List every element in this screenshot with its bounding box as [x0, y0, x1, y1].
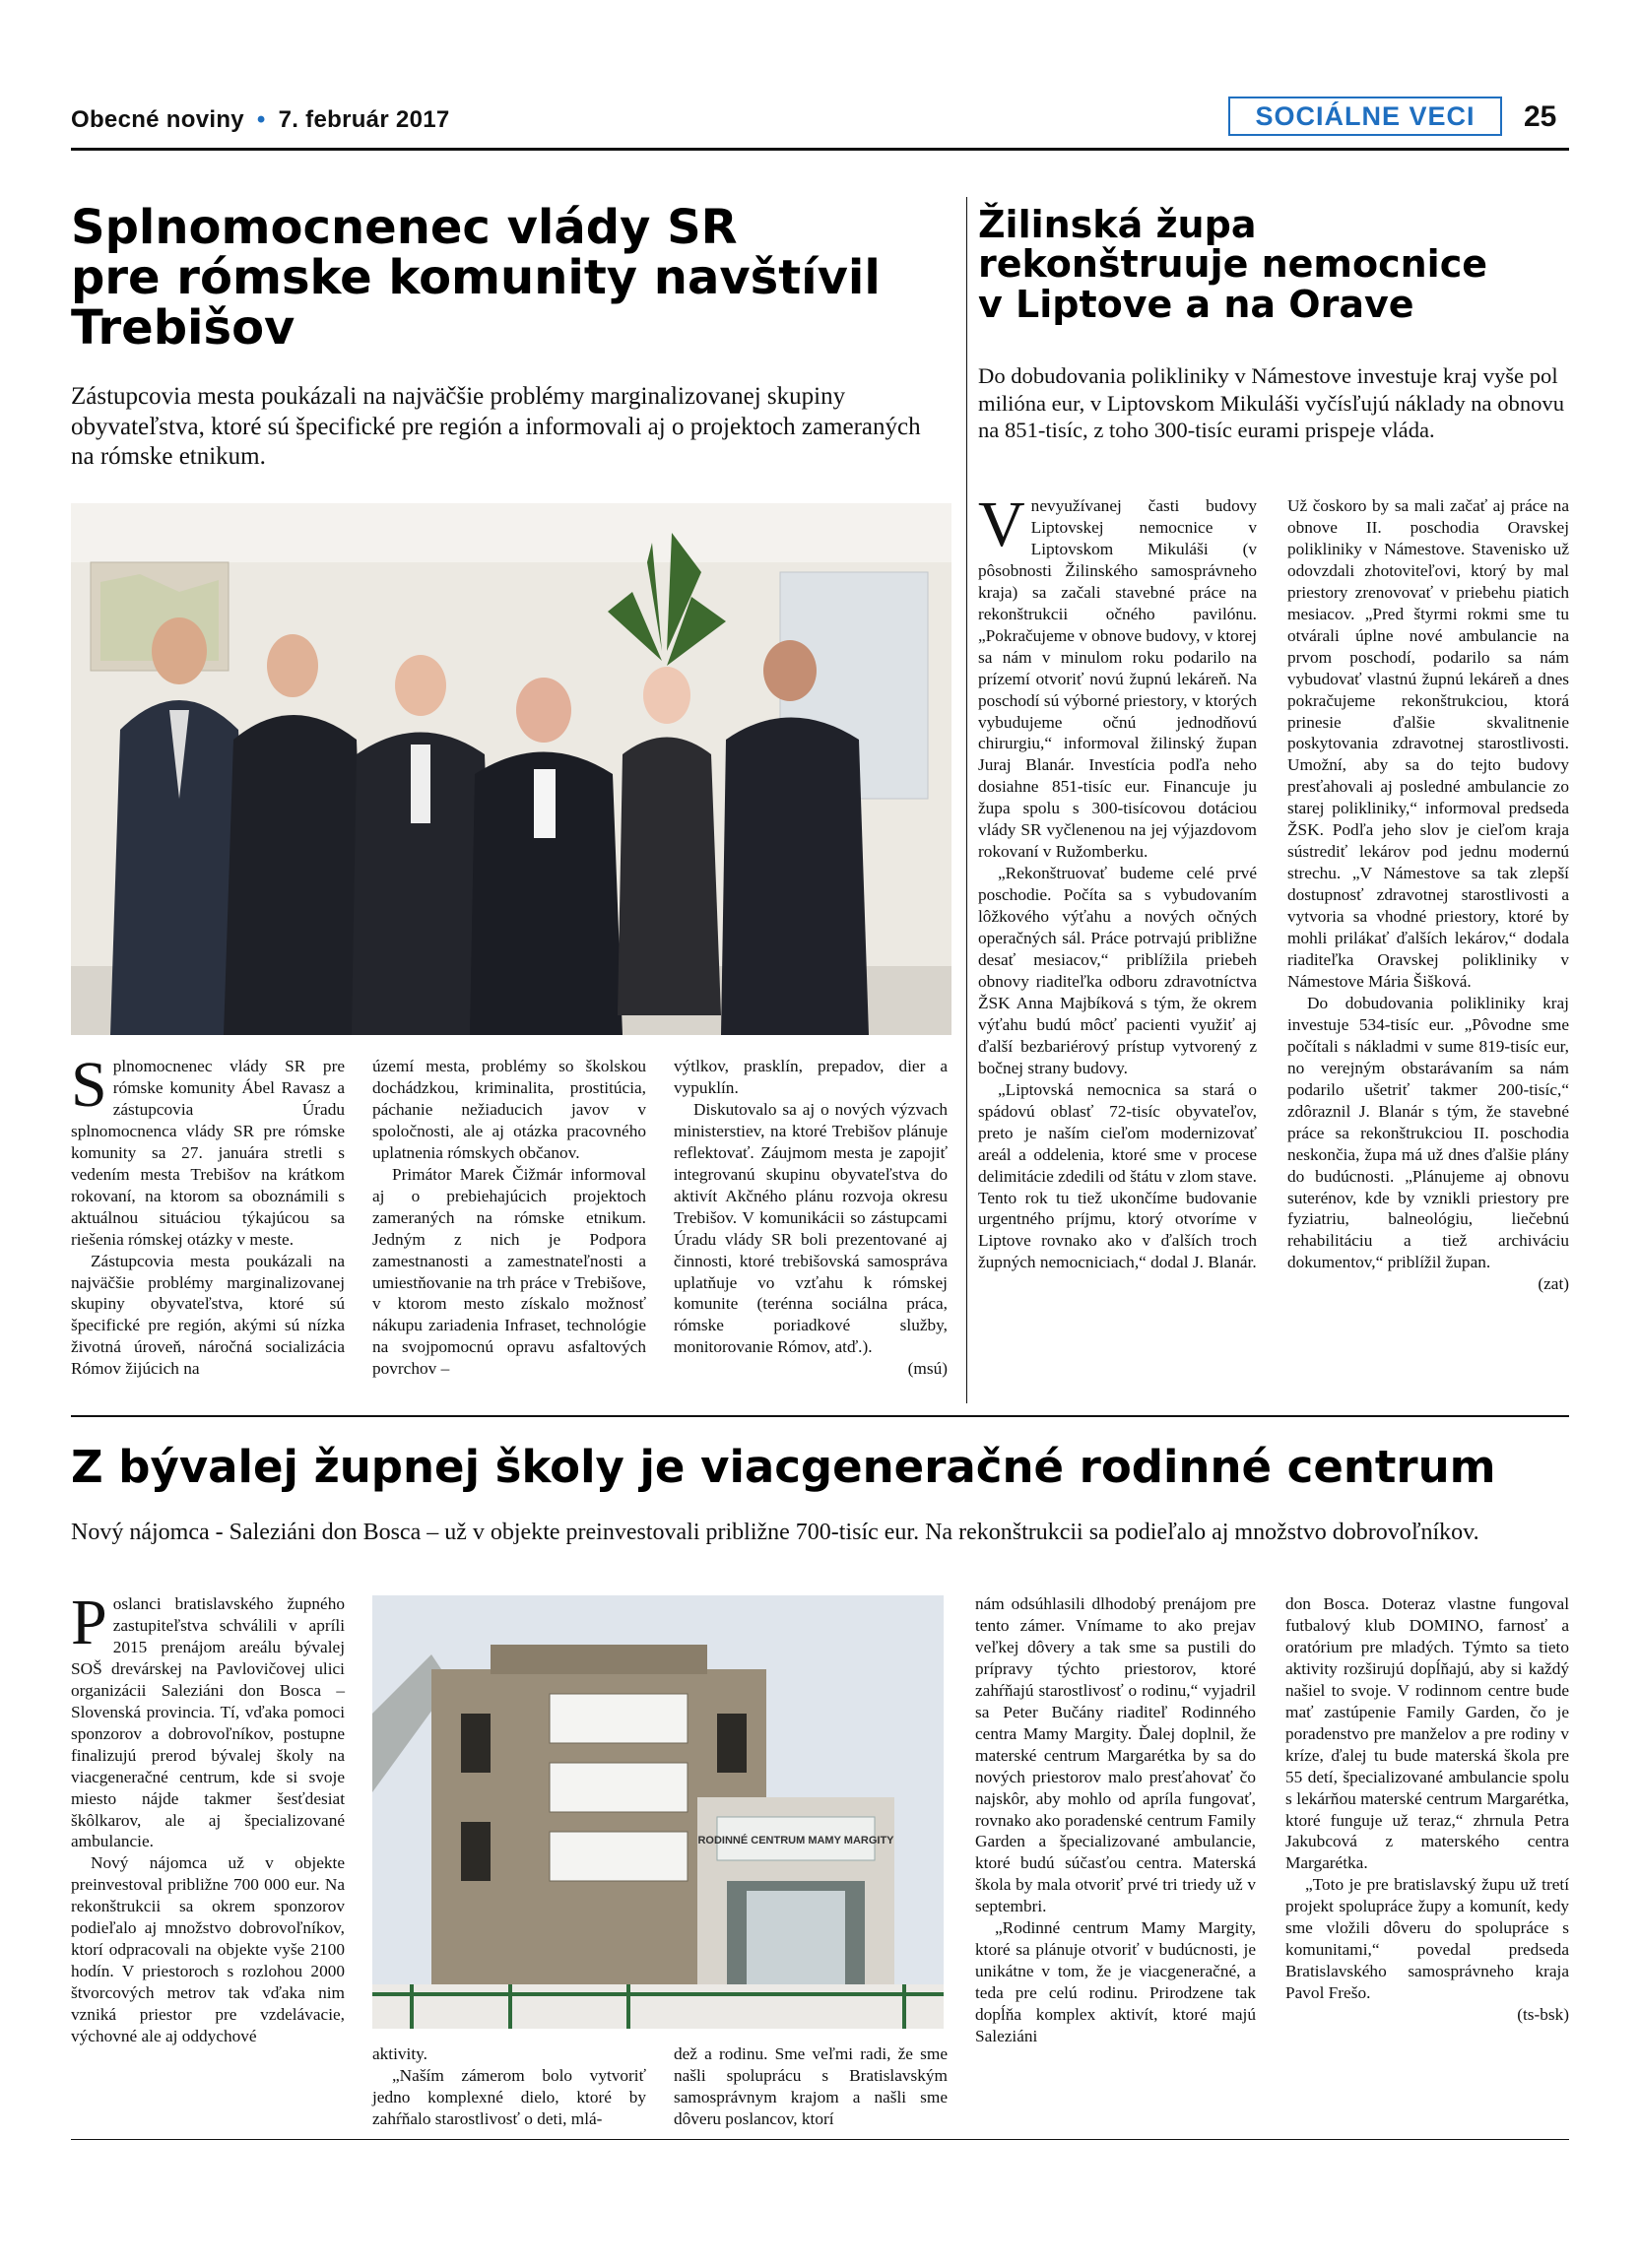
paragraph: „Naším zámerom bolo vytvoriť jedno komplexné dielo, ktoré by zahŕňalo starostlivosť o deti, mlá-	[372, 2065, 646, 2128]
article3-signature: (ts-bsk)	[1517, 2005, 1569, 2025]
paragraph: území mesta, problémy so školskou dochádzkou, kriminalita, prostitúcia, páchanie nežiaducich javov v spoločnosti, ale aj otázka pracovného uplatnenia rómskych občanov.	[372, 1057, 646, 1162]
article1-headline-line: Splnomocnenec vlády SR	[71, 200, 738, 255]
paragraph: „Rekonštruovať budeme celé prvé poschodie. Počíta sa s vybudovaním lôžkového výťahu a nových očných operačných sál. Práce potrvajú približne desať mesiacov,“ priblížila priebeh obnovy riaditeľka odboru zdravotníctva ŽSK Anna Majbíková s tým, že okrem výťahu budú môcť pacienti využiť aj ďalší bezbariérový prístup vytvorený z bočnej strany budovy.	[978, 864, 1257, 1077]
paragraph: oslanci bratislavského župného zastupiteľstva schválili v apríli 2015 prenájom areálu bývalej SOŠ drevárskej na Pavlovičovej ulici organizácii Saleziáni don Bosca – Slovenská provincia. Tí, vďaka pomoci sponzorov a dobrovoľníkov, postupne finalizujú prerod bývalej školy na viacgeneračné centrum, kde si svoje miesto nájde takmer šesťdesiat škôlkarov, ale aj špecializované ambulancie.	[71, 1594, 345, 1851]
article3-photo	[372, 1595, 944, 2029]
article1-column-3	[674, 1056, 948, 1380]
article2-column-1	[978, 488, 1257, 1273]
paragraph: „Toto je pre bratislavský župu už tretí projekt spolupráce župy a komunít, kedy sme vložili dôveru do spolupráce s komunitami,“ povedal predseda Bratislavského samosprávneho kraja Pavol Frešo.	[1285, 1875, 1569, 2003]
paragraph: Diskutovalo sa aj o nových výzvach ministerstiev, na ktoré Trebišov plánuje reflektovať. Záujmom mesta je zapojiť integrovanú skupinu obyvateľstva do aktivít Akčného plánu rozvoja okresu Trebišov. V komunikácii so zástupcami Úradu vlády SR boli prezentované aj činnosti, ktoré trebišovská samospráva uplatňuje vo vzťahu k rómskej komunite (terénna sociálna práca, rómske poriadkové služby, monitorovanie Rómov, atď.).	[674, 1099, 948, 1357]
column-divider	[966, 197, 967, 1403]
article3-column-5	[1285, 1593, 1569, 2026]
paragraph: Primátor Marek Čižmár informoval aj o prebiehajúcich projektoch zameraných na rómske etnikum. Jedným z nich je Podpora zamestnanosti a zamestnateľnosti a umiestňovanie na trh práce v Trebišove, v ktorom mesto získalo možnosť nákupu zariadenia Infraset, technológie na svojpomocnú opravu asfaltových povrchov –	[372, 1164, 646, 1379]
article3-column-1	[71, 1587, 345, 2047]
page-number: 25	[1524, 100, 1557, 133]
paragraph: aktivity.	[372, 2044, 427, 2063]
article2-headline-line: rekonštruuje nemocnice	[978, 242, 1488, 287]
article1-headline-line: Trebišov	[71, 299, 295, 356]
article1-signature: (msú)	[907, 1359, 948, 1379]
article3-column-3	[674, 2043, 948, 2130]
article1-headline	[71, 200, 948, 356]
paragraph: „Liptovská nemocnica sa stará o spádovú oblasť 72-tisíc obyvateľov, preto je naším cieľom modernizovať areál a oddelenia, ktoré sme v procese delimitácie zdedili od štátu v zlom stave. Tento rok tu tiež ukončíme budovanie urgentného príjmu, ktorý otvoríme v Liptove rovnako ako v ďalších troch župných nemocniciach,“ dodal J. Blanár.	[978, 1079, 1257, 1272]
paragraph: nám odsúhlasili dlhodobý prenájom pre tento zámer. Vnímame to ako prejav veľkej dôvery a tak sme sa pustili do prípravy týchto priestorov, ktoré zahŕňajú starostlivosť o rodinu,“ vyjadril sa Peter Bučány riaditeľ Rodinného centra Mamy Margity. Ďalej doplnil, že materské centrum Margarétka by sa do nových priestorov malo presťahovať čo najskôr, aby mohlo od apríla fungovať, rovnako ako poradenské centrum Family Garden a špecializované ambulancie, ktoré budú súčasťou centra. Materská škola by mala otvoriť prvé tri triedy už v septembri.	[975, 1594, 1256, 1916]
article2-headline	[978, 205, 1569, 324]
article2-headline-line: Žilinská župa	[978, 203, 1257, 246]
masthead	[71, 106, 450, 134]
article2-headline-line: v Liptove a na Orave	[978, 282, 1414, 326]
center-sign-text: RODINNÉ CENTRUM MAMY MARGITY	[697, 1835, 894, 1847]
paragraph: výtlkov, prasklín, prepadov, dier a vypuklín.	[674, 1057, 948, 1097]
article3-column-4	[975, 1593, 1256, 2047]
paragraph: plnomocnenec vlády SR pre rómske komunity Ábel Ravasz a zástupcovia Úradu splnomocnenca vlády SR pre rómske komunity sa 27. januára stretli s vedením mesta Trebišov na krátkom rokovaní, na ktorom sa oboznámili s aktuálnou situáciou týkajúcou sa riešenia rómskej otázky v meste.	[71, 1057, 345, 1249]
article1-column-1	[71, 1049, 345, 1380]
article1-dropcap: S	[71, 1049, 107, 1121]
header-rule	[71, 148, 1569, 151]
paragraph: Zástupcovia mesta poukázali na najväčšie problémy marginalizovanej skupiny obyvateľstva, ktoré sú špecifické pre región, akými sú nízka životná úroveň, náročná socializácia Rómov žijúcich na	[71, 1251, 345, 1379]
footer-rule	[71, 2139, 1569, 2140]
group-photo-image	[71, 503, 951, 1035]
article1-lead: Zástupcovia mesta poukázali na najväčšie problémy marginalizovanej skupiny obyvateľstva, ktoré sú špecifické pre región a informovali aj o projektoch zameraných na rómske etnikum.	[71, 383, 921, 470]
article2-lead: Do dobudovania polikliniky v Námestove investuje kraj vyše pol milióna eur, v Liptovskom Mikuláši vyčísľujú náklady na obnovu na 851-tisíc, z toho 300-tisíc eurami prispeje vláda.	[978, 363, 1565, 443]
article1-headline-line: pre rómske komunity navštívil	[71, 249, 881, 305]
article2-dropcap: V	[978, 488, 1025, 560]
paragraph: Do dobudovania polikliniky kraj investuje 534-tisíc eur. „Pôvodne sme počítali s nákladmi v sume 819-tisíc eur, no verejným obstarávaním sa nám podarilo ušetriť takmer 200-tisíc,“ zdôraznil J. Blanár s tým, že stavebné práce sa rekonštrukciou II. poschodia neskončia, župa má už dnes ďalšie plány do budúcnosti. „Plánujeme aj obnovu suterénov, kde by vznikli priestory pre fyziatriu, balneológiu, liečebnú rehabilitáciu a tiež archiváciu dokumentov,“ priblížil župan.	[1287, 993, 1569, 1272]
article3-lead: Nový nájomca - Saleziáni don Bosca – už v objekte preinvestovali približne 700-tisíc eur. Na rekonštrukcii sa podieľalo aj množstvo dobrovoľníkov.	[71, 1520, 1479, 1545]
paragraph: nevyužívanej časti budovy Liptovskej nemocnice v Liptovskom Mikuláši (v pôsobnosti Žilinského samosprávneho kraja) sa začali stavebné práce na rekonštrukcii očného pavilónu. „Pokračujeme v obnove budovy, v ktorej sa nám v minulom roku podarilo na prízemí otvoriť novú župnú lekáreň. Na poschodí sú výborné priestory, v ktorých vybudujeme očnú jednodňovú chirurgiu,“ informoval žilinský župan Juraj Blanár. Investícia podľa neho dosiahne 851-tisíc eur. Financuje ju župa spolu s 300-tisícovou dotáciou vlády SR vyčlenenou na jej výjazdovom rokovaní v Ružomberku.	[978, 496, 1257, 862]
article1-column-2	[372, 1056, 646, 1380]
separator-dot: •	[256, 106, 266, 133]
paragraph: „Rodinné centrum Mamy Margity, ktoré sa plánuje otvoriť v budúcnosti, je unikátne v tom, že je viacgeneračné, a teda pre celú rodinu. Prirodzene tak dopĺňa komplex aktivít, ktoré majú Saleziáni	[975, 1918, 1256, 2046]
article3-dropcap: P	[71, 1587, 107, 1658]
paragraph: Nový nájomca už v objekte preinvestoval približne 700 000 eur. Na rekonštrukcii sa okrem sponzorov podieľalo aj množstvo dobrovoľníkov, ktorí odpracovali na objekte vyše 2100 hodín. V priestoroch s rozlohou 2000 štvorcových metrov tak vďaka nim vzniká priestor pre vzdelávacie, výchovné ale aj oddychové	[71, 1853, 345, 2046]
section-label: SOCIÁLNE VECI	[1228, 97, 1502, 136]
article3-column-2	[372, 2043, 646, 2130]
article2-column-2	[1287, 495, 1569, 1295]
article1-photo	[71, 503, 951, 1035]
paragraph: Už čoskoro by sa mali začať aj práce na obnove II. poschodia Oravskej polikliniky v Námestove. Stavenisko už odovzdali zhotoviteľovi, ktorý by mal priestory zrenovovať v priebehu piatich mesiacov. „Pred štyrmi rokmi sme tu otvárali úplne nové ambulancie na prvom poschodí, podarilo sa nám vybudovať vlastnú župnú lekáreň a dnes pokračujeme rekonštrukciou, ktorá prinesie ďalšie skvalitnenie poskytovania zdravotnej starostlivosti. Umožní, aby sa do tejto budovy presťahovali aj posledné ambulancie zo starej polikliniky,“ informoval predseda ŽSK. Podľa jeho slov je cieľom kraja sústrediť lekárov pod jednu modernú strechu. „V Námestove sa tak zlepší dostupnosť zdravotnej starostlivosti a vytvoria sa vhodné priestory, ktoré by mohli prilákať ďalších lekárov,“ dodala riaditeľka Oravskej polikliniky v Námestove Mária Šišková.	[1287, 496, 1569, 991]
issue-date: 7. február 2017	[278, 106, 450, 133]
paragraph: dež a rodinu. Sme veľmi radi, že sme našli spoluprácu s Bratislavským samosprávnym krajom a našli sme dôveru poslancov, ktorí	[674, 2044, 948, 2128]
section-divider	[71, 1415, 1569, 1417]
building-photo-image	[372, 1595, 944, 2029]
article3-headline: Z bývalej župnej školy je viacgeneračné rodinné centrum	[71, 1441, 1496, 1493]
article2-signature: (zat)	[1538, 1274, 1569, 1294]
paragraph: don Bosca. Doteraz vlastne fungoval futbalový klub DOMINO, farnosť a oratórium pre mladých. Týmto sa tieto aktivity rozširujú dopĺňajú, aby si každý našiel to svoje. V rodinnom centre bude mať zastúpenie Family Garden, čo je poradenstvo pre manželov a pre rodiny v kríze, ďalej tu bude materská škola pre 55 detí, špecializované ambulancie spolu s lekárňou materské centrum Margarétka, ktoré funguje už teraz,“ zhrnula Petra Jakubcová z materského centra Margarétka.	[1285, 1594, 1569, 1873]
publication-name: Obecné noviny	[71, 106, 244, 133]
